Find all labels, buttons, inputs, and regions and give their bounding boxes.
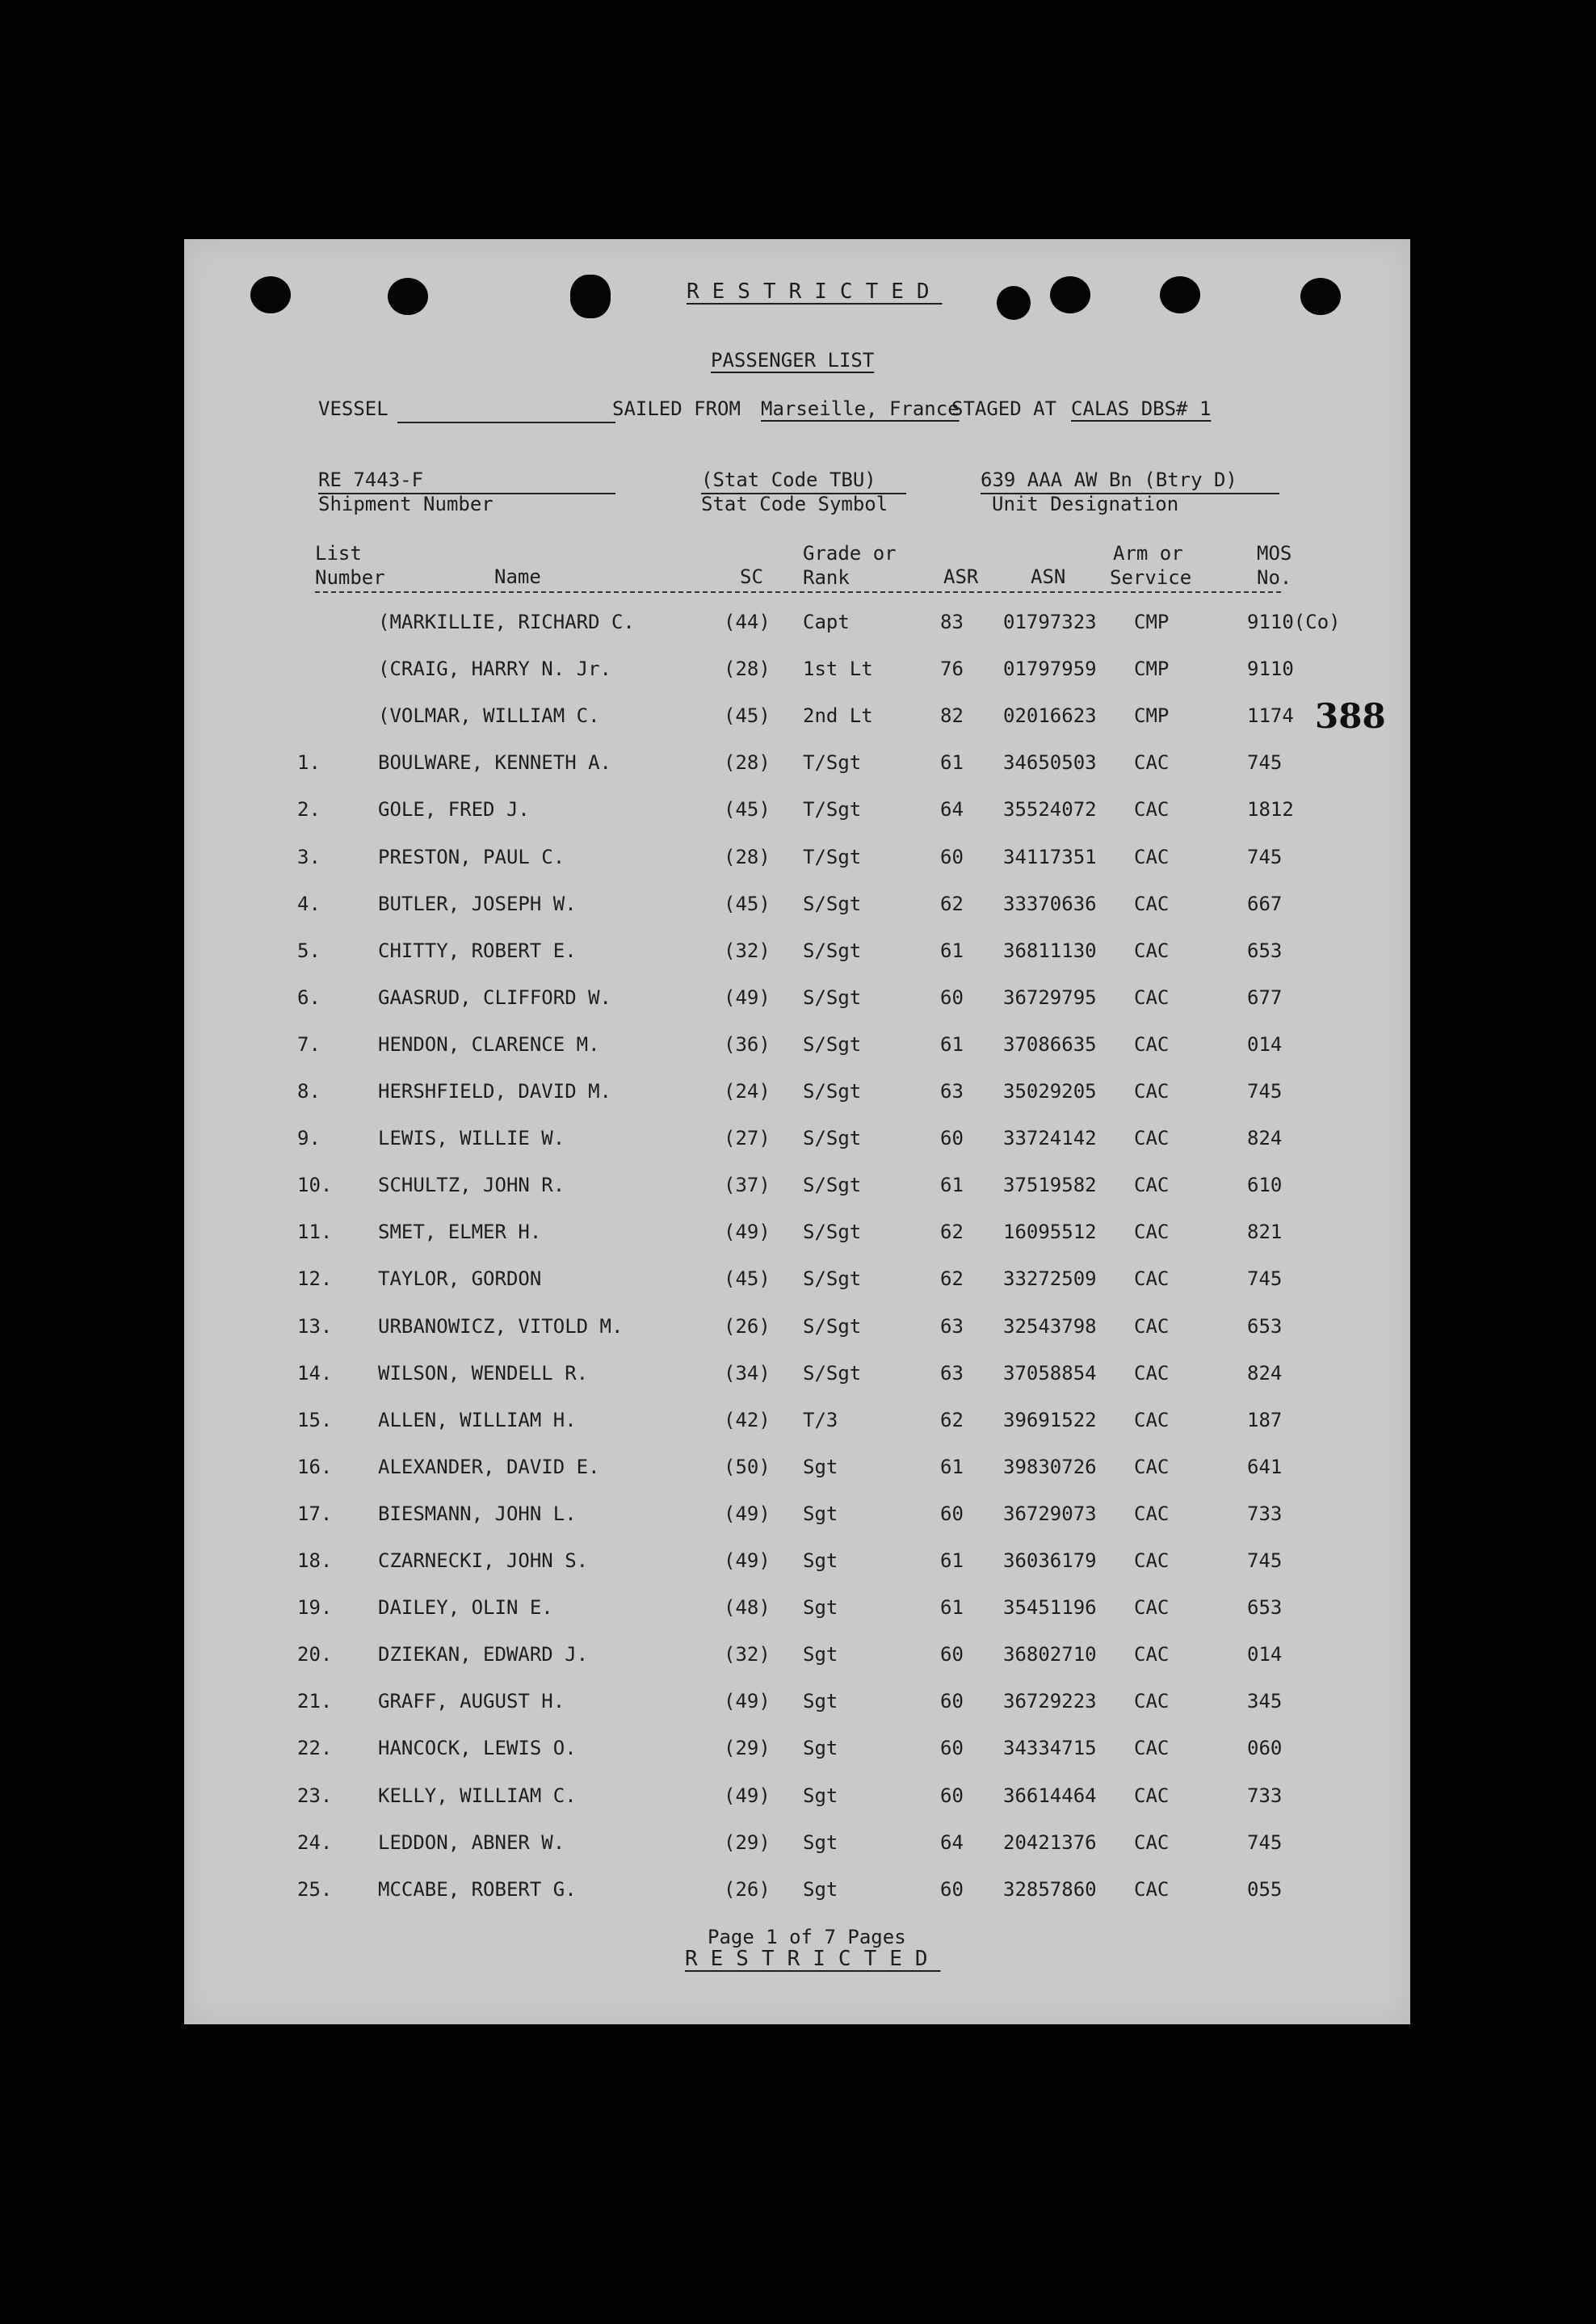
col-asn: ASN (1031, 565, 1066, 588)
passenger-name: BIESMANN, JOHN L. (378, 1502, 577, 1525)
passenger-name: TAYLOR, GORDON (378, 1267, 542, 1291)
list-number: 22. (297, 1737, 333, 1760)
list-number: 21. (297, 1690, 333, 1713)
asn-number: 33370636 (1003, 892, 1097, 915)
punch-hole (1160, 276, 1200, 313)
table-row (184, 611, 1410, 643)
asn-number: 36729795 (1003, 985, 1097, 1009)
list-number: 20. (297, 1643, 333, 1666)
grade-rank: 1st Lt (803, 658, 873, 681)
sc-code: (49) (724, 1221, 771, 1244)
sc-code: (37) (724, 1174, 771, 1197)
list-number: 18. (297, 1549, 333, 1572)
asr-score: 60 (940, 1784, 964, 1807)
table-row (184, 1831, 1410, 1864)
asn-number: 34650503 (1003, 751, 1097, 775)
asn-number: 01797959 (1003, 658, 1097, 681)
list-number: 24. (297, 1830, 333, 1854)
list-number: 8. (297, 1080, 321, 1103)
stat-code: (Stat Code TBU) (701, 469, 876, 491)
passenger-name: PRESTON, PAUL C. (378, 845, 565, 868)
unit-designation-label: Unit Designation (992, 493, 1179, 515)
asn-number: 34334715 (1003, 1737, 1097, 1760)
asr-score: 62 (940, 1221, 964, 1244)
table-row (184, 1456, 1410, 1488)
table-row (184, 1784, 1410, 1817)
passenger-name: HERSHFIELD, DAVID M. (378, 1080, 611, 1103)
list-number: 10. (297, 1174, 333, 1197)
asn-number: 33724142 (1003, 1127, 1097, 1150)
mos-number: 1812 (1247, 798, 1294, 822)
asr-score: 61 (940, 1596, 964, 1620)
table-row (184, 1033, 1410, 1065)
passenger-name: SCHULTZ, JOHN R. (378, 1174, 565, 1197)
list-number: 6. (297, 985, 321, 1009)
sc-code: (29) (724, 1737, 771, 1760)
sc-code: (42) (724, 1408, 771, 1431)
mos-number: 653 (1247, 1596, 1283, 1620)
asr-score: 82 (940, 704, 964, 728)
asr-score: 60 (940, 1127, 964, 1150)
mos-number: 1174 (1247, 704, 1294, 728)
mos-number: 345 (1247, 1690, 1283, 1713)
mos-number: 745 (1247, 845, 1283, 868)
asr-score: 60 (940, 1877, 964, 1901)
vessel-field-line (397, 422, 615, 423)
col-arm: Arm or Service (1110, 542, 1192, 589)
asr-score: 60 (940, 1502, 964, 1525)
grade-rank: T/Sgt (803, 798, 862, 822)
passenger-name: MCCABE, ROBERT G. (378, 1877, 577, 1901)
arm-service: CAC (1134, 985, 1170, 1009)
mos-number: 733 (1247, 1784, 1283, 1807)
table-row (184, 1596, 1410, 1628)
sc-code: (45) (724, 1267, 771, 1291)
asn-number: 35029205 (1003, 1080, 1097, 1103)
restricted-header: RESTRICTED (687, 279, 943, 304)
list-number: 23. (297, 1784, 333, 1807)
passenger-name: (VOLMAR, WILLIAM C. (378, 704, 600, 728)
arm-service: CAC (1134, 1877, 1170, 1901)
arm-service: CAC (1134, 1174, 1170, 1197)
table-row (184, 751, 1410, 784)
asn-number: 37058854 (1003, 1361, 1097, 1385)
sc-code: (28) (724, 845, 771, 868)
arm-service: CAC (1134, 1643, 1170, 1666)
shipment-number-label: Shipment Number (318, 493, 494, 515)
passenger-name: BUTLER, JOSEPH W. (378, 892, 577, 915)
asr-score: 63 (940, 1361, 964, 1385)
table-row (184, 1549, 1410, 1582)
sc-code: (45) (724, 798, 771, 822)
grade-rank: Sgt (803, 1596, 838, 1620)
table-row (184, 1737, 1410, 1769)
list-number: 25. (297, 1877, 333, 1901)
shipment-number: RE 7443-F (318, 469, 424, 491)
asn-number: 39691522 (1003, 1408, 1097, 1431)
sc-code: (50) (724, 1455, 771, 1478)
passenger-name: SMET, ELMER H. (378, 1221, 542, 1244)
mos-number: 014 (1247, 1032, 1283, 1056)
passenger-name: WILSON, WENDELL R. (378, 1361, 589, 1385)
arm-service: CAC (1134, 1830, 1170, 1854)
grade-rank: Sgt (803, 1643, 838, 1666)
mos-number: 667 (1247, 892, 1283, 915)
asn-number: 16095512 (1003, 1221, 1097, 1244)
table-row (184, 1878, 1410, 1910)
sc-code: (49) (724, 1784, 771, 1807)
vessel-label: VESSEL (318, 397, 388, 420)
sc-code: (26) (724, 1877, 771, 1901)
sc-code: (49) (724, 1549, 771, 1572)
sc-code: (49) (724, 985, 771, 1009)
grade-rank: S/Sgt (803, 1032, 862, 1056)
grade-rank: S/Sgt (803, 1221, 862, 1244)
list-number: 7. (297, 1032, 321, 1056)
table-row (184, 1267, 1410, 1300)
arm-service: CAC (1134, 1502, 1170, 1525)
asn-number: 36802710 (1003, 1643, 1097, 1666)
list-number: 3. (297, 845, 321, 868)
mos-number: 641 (1247, 1455, 1283, 1478)
list-number: 1. (297, 751, 321, 775)
arm-service: CAC (1134, 1784, 1170, 1807)
grade-rank: Sgt (803, 1784, 838, 1807)
passenger-name: GRAFF, AUGUST H. (378, 1690, 565, 1713)
asr-score: 63 (940, 1080, 964, 1103)
asn-number: 32543798 (1003, 1314, 1097, 1338)
list-number: 14. (297, 1361, 333, 1385)
passenger-name: ALLEN, WILLIAM H. (378, 1408, 577, 1431)
asr-score: 62 (940, 1267, 964, 1291)
grade-rank: Capt (803, 611, 850, 633)
asr-score: 61 (940, 751, 964, 775)
archive-stamp-number: 388 (1315, 696, 1386, 736)
passenger-name: GOLE, FRED J. (378, 798, 530, 822)
mos-number: 610 (1247, 1174, 1283, 1197)
table-row (184, 893, 1410, 925)
sc-code: (45) (724, 892, 771, 915)
asn-number: 36614464 (1003, 1784, 1097, 1807)
sc-code: (32) (724, 1643, 771, 1666)
sc-code: (49) (724, 1690, 771, 1713)
passenger-list-page (184, 239, 1410, 2024)
grade-rank: Sgt (803, 1455, 838, 1478)
arm-service: CAC (1134, 892, 1170, 915)
asn-number: 32857860 (1003, 1877, 1097, 1901)
sc-code: (36) (724, 1032, 771, 1056)
list-number: 5. (297, 939, 321, 962)
list-number: 17. (297, 1502, 333, 1525)
arm-service: CMP (1134, 611, 1170, 633)
table-row (184, 1409, 1410, 1441)
list-number: 19. (297, 1596, 333, 1620)
grade-rank: Sgt (803, 1877, 838, 1901)
arm-service: CAC (1134, 1455, 1170, 1478)
mos-number: 060 (1247, 1737, 1283, 1760)
arm-service: CAC (1134, 1032, 1170, 1056)
arm-service: CAC (1134, 1596, 1170, 1620)
sc-code: (26) (724, 1314, 771, 1338)
list-number: 9. (297, 1127, 321, 1150)
col-grade: Grade or Rank (803, 542, 897, 589)
grade-rank: S/Sgt (803, 1127, 862, 1150)
asn-number: 20421376 (1003, 1830, 1097, 1854)
table-row (184, 1315, 1410, 1347)
grade-rank: Sgt (803, 1549, 838, 1572)
asn-number: 35524072 (1003, 798, 1097, 822)
asr-score: 63 (940, 1314, 964, 1338)
asn-number: 02016623 (1003, 704, 1097, 728)
restricted-footer: RESTRICTED (685, 1947, 941, 1971)
sc-code: (28) (724, 751, 771, 775)
passenger-name: GAASRUD, CLIFFORD W. (378, 985, 611, 1009)
col-sc: SC (740, 565, 763, 588)
arm-service: CAC (1134, 1737, 1170, 1760)
asn-number: 33272509 (1003, 1267, 1097, 1291)
sailed-from-value: Marseille, France (761, 397, 960, 420)
mos-number: 653 (1247, 939, 1283, 962)
sc-code: (48) (724, 1596, 771, 1620)
grade-rank: Sgt (803, 1737, 838, 1760)
passenger-name: URBANOWICZ, VITOLD M. (378, 1314, 624, 1338)
asn-number: 36729223 (1003, 1690, 1097, 1713)
asn-number: 01797323 (1003, 611, 1097, 633)
asr-score: 76 (940, 658, 964, 681)
table-row (184, 1502, 1410, 1535)
mos-number: 653 (1247, 1314, 1283, 1338)
sc-code: (28) (724, 658, 771, 681)
grade-rank: S/Sgt (803, 1174, 862, 1197)
mos-number: 745 (1247, 751, 1283, 775)
asr-score: 60 (940, 985, 964, 1009)
mos-number: 677 (1247, 985, 1283, 1009)
asn-number: 36811130 (1003, 939, 1097, 962)
asr-score: 61 (940, 939, 964, 962)
mos-number: 745 (1247, 1080, 1283, 1103)
punch-hole (250, 276, 291, 313)
mos-number: 9110(Co) (1247, 611, 1341, 633)
arm-service: CAC (1134, 1314, 1170, 1338)
col-list-number: List Number (315, 542, 385, 589)
table-row (184, 704, 1410, 737)
sc-code: (45) (724, 704, 771, 728)
asn-number: 39830726 (1003, 1455, 1097, 1478)
asr-score: 83 (940, 611, 964, 633)
passenger-name: ALEXANDER, DAVID E. (378, 1455, 600, 1478)
sc-code: (49) (724, 1502, 771, 1525)
stat-code-label: Stat Code Symbol (701, 493, 888, 515)
asr-score: 62 (940, 1408, 964, 1431)
table-row (184, 846, 1410, 878)
mos-number: 745 (1247, 1267, 1283, 1291)
table-row (184, 1127, 1410, 1159)
asn-number: 37519582 (1003, 1174, 1097, 1197)
grade-rank: S/Sgt (803, 1314, 862, 1338)
list-number: 4. (297, 892, 321, 915)
mos-number: 824 (1247, 1127, 1283, 1150)
asr-score: 60 (940, 1690, 964, 1713)
sc-code: (32) (724, 939, 771, 962)
asr-score: 62 (940, 892, 964, 915)
arm-service: CAC (1134, 1690, 1170, 1713)
arm-service: CAC (1134, 1408, 1170, 1431)
list-number: 11. (297, 1221, 333, 1244)
grade-rank: S/Sgt (803, 1361, 862, 1385)
passenger-name: CHITTY, ROBERT E. (378, 939, 577, 962)
asr-score: 64 (940, 798, 964, 822)
asn-number: 35451196 (1003, 1596, 1097, 1620)
grade-rank: S/Sgt (803, 985, 862, 1009)
column-header-rule (315, 591, 1281, 593)
passenger-name: CZARNECKI, JOHN S. (378, 1549, 589, 1572)
grade-rank: S/Sgt (803, 939, 862, 962)
punch-hole (388, 278, 428, 315)
arm-service: CAC (1134, 1267, 1170, 1291)
list-number: 12. (297, 1267, 333, 1291)
arm-service: CAC (1134, 798, 1170, 822)
table-row (184, 1362, 1410, 1394)
col-asr: ASR (943, 565, 979, 588)
passenger-name: LEDDON, ABNER W. (378, 1830, 565, 1854)
mos-number: 187 (1247, 1408, 1283, 1431)
staged-at-value: CALAS DBS# 1 (1071, 397, 1212, 420)
arm-service: CAC (1134, 1549, 1170, 1572)
table-row (184, 1080, 1410, 1112)
punch-hole (1050, 276, 1090, 313)
arm-service: CAC (1134, 1361, 1170, 1385)
table-row (184, 1690, 1410, 1722)
mos-number: 824 (1247, 1361, 1283, 1385)
asr-score: 61 (940, 1455, 964, 1478)
sc-code: (29) (724, 1830, 771, 1854)
table-row (184, 939, 1410, 972)
asr-score: 60 (940, 1737, 964, 1760)
punch-hole (997, 286, 1031, 320)
col-name: Name (494, 565, 541, 588)
arm-service: CAC (1134, 939, 1170, 962)
asr-score: 61 (940, 1549, 964, 1572)
grade-rank: S/Sgt (803, 892, 862, 915)
table-row (184, 1174, 1410, 1206)
passenger-name: (MARKILLIE, RICHARD C. (378, 611, 635, 633)
document-title: PASSENGER LIST (711, 349, 875, 372)
sc-code: (44) (724, 611, 771, 633)
list-number: 15. (297, 1408, 333, 1431)
passenger-name: DAILEY, OLIN E. (378, 1596, 553, 1620)
mos-number: 9110 (1247, 658, 1294, 681)
sc-code: (34) (724, 1361, 771, 1385)
sailed-from-label: SAILED FROM (612, 397, 741, 420)
asn-number: 37086635 (1003, 1032, 1097, 1056)
mos-number: 733 (1247, 1502, 1283, 1525)
sc-code: (24) (724, 1080, 771, 1103)
mos-number: 821 (1247, 1221, 1283, 1244)
arm-service: CMP (1134, 704, 1170, 728)
passenger-name: HENDON, CLARENCE M. (378, 1032, 600, 1056)
table-row (184, 1643, 1410, 1675)
asr-score: 61 (940, 1032, 964, 1056)
mos-number: 745 (1247, 1549, 1283, 1572)
grade-rank: S/Sgt (803, 1080, 862, 1103)
grade-rank: 2nd Lt (803, 704, 873, 728)
arm-service: CAC (1134, 751, 1170, 775)
list-number: 16. (297, 1455, 333, 1478)
asn-number: 36036179 (1003, 1549, 1097, 1572)
punch-hole (1300, 278, 1341, 315)
passenger-name: KELLY, WILLIAM C. (378, 1784, 577, 1807)
grade-rank: T/Sgt (803, 751, 862, 775)
sc-code: (27) (724, 1127, 771, 1150)
arm-service: CAC (1134, 1221, 1170, 1244)
arm-service: CAC (1134, 845, 1170, 868)
asr-score: 61 (940, 1174, 964, 1197)
grade-rank: Sgt (803, 1502, 838, 1525)
mos-number: 745 (1247, 1830, 1283, 1854)
mos-number: 014 (1247, 1643, 1283, 1666)
list-number: 13. (297, 1314, 333, 1338)
passenger-name: DZIEKAN, EDWARD J. (378, 1643, 589, 1666)
grade-rank: Sgt (803, 1830, 838, 1854)
grade-rank: T/3 (803, 1408, 838, 1431)
punch-hole (570, 275, 611, 318)
mos-number: 055 (1247, 1877, 1283, 1901)
passenger-name: HANCOCK, LEWIS O. (378, 1737, 577, 1760)
arm-service: CMP (1134, 658, 1170, 681)
arm-service: CAC (1134, 1127, 1170, 1150)
table-row (184, 658, 1410, 690)
grade-rank: T/Sgt (803, 845, 862, 868)
passenger-name: LEWIS, WILLIE W. (378, 1127, 565, 1150)
table-row (184, 986, 1410, 1019)
arm-service: CAC (1134, 1080, 1170, 1103)
unit-designation: 639 AAA AW Bn (Btry D) (981, 469, 1237, 491)
asr-score: 60 (940, 1643, 964, 1666)
asr-score: 64 (940, 1830, 964, 1854)
asr-score: 60 (940, 845, 964, 868)
asn-number: 36729073 (1003, 1502, 1097, 1525)
list-number: 2. (297, 798, 321, 822)
table-row (184, 1221, 1410, 1253)
staged-at-label: STAGED AT (951, 397, 1057, 420)
passenger-name: BOULWARE, KENNETH A. (378, 751, 611, 775)
col-mos: MOS No. (1257, 542, 1292, 589)
grade-rank: S/Sgt (803, 1267, 862, 1291)
asn-number: 34117351 (1003, 845, 1097, 868)
passenger-name: (CRAIG, HARRY N. Jr. (378, 658, 611, 681)
table-row (184, 798, 1410, 830)
footer-page-count: Page 1 of 7 Pages (708, 1926, 906, 1948)
grade-rank: Sgt (803, 1690, 838, 1713)
